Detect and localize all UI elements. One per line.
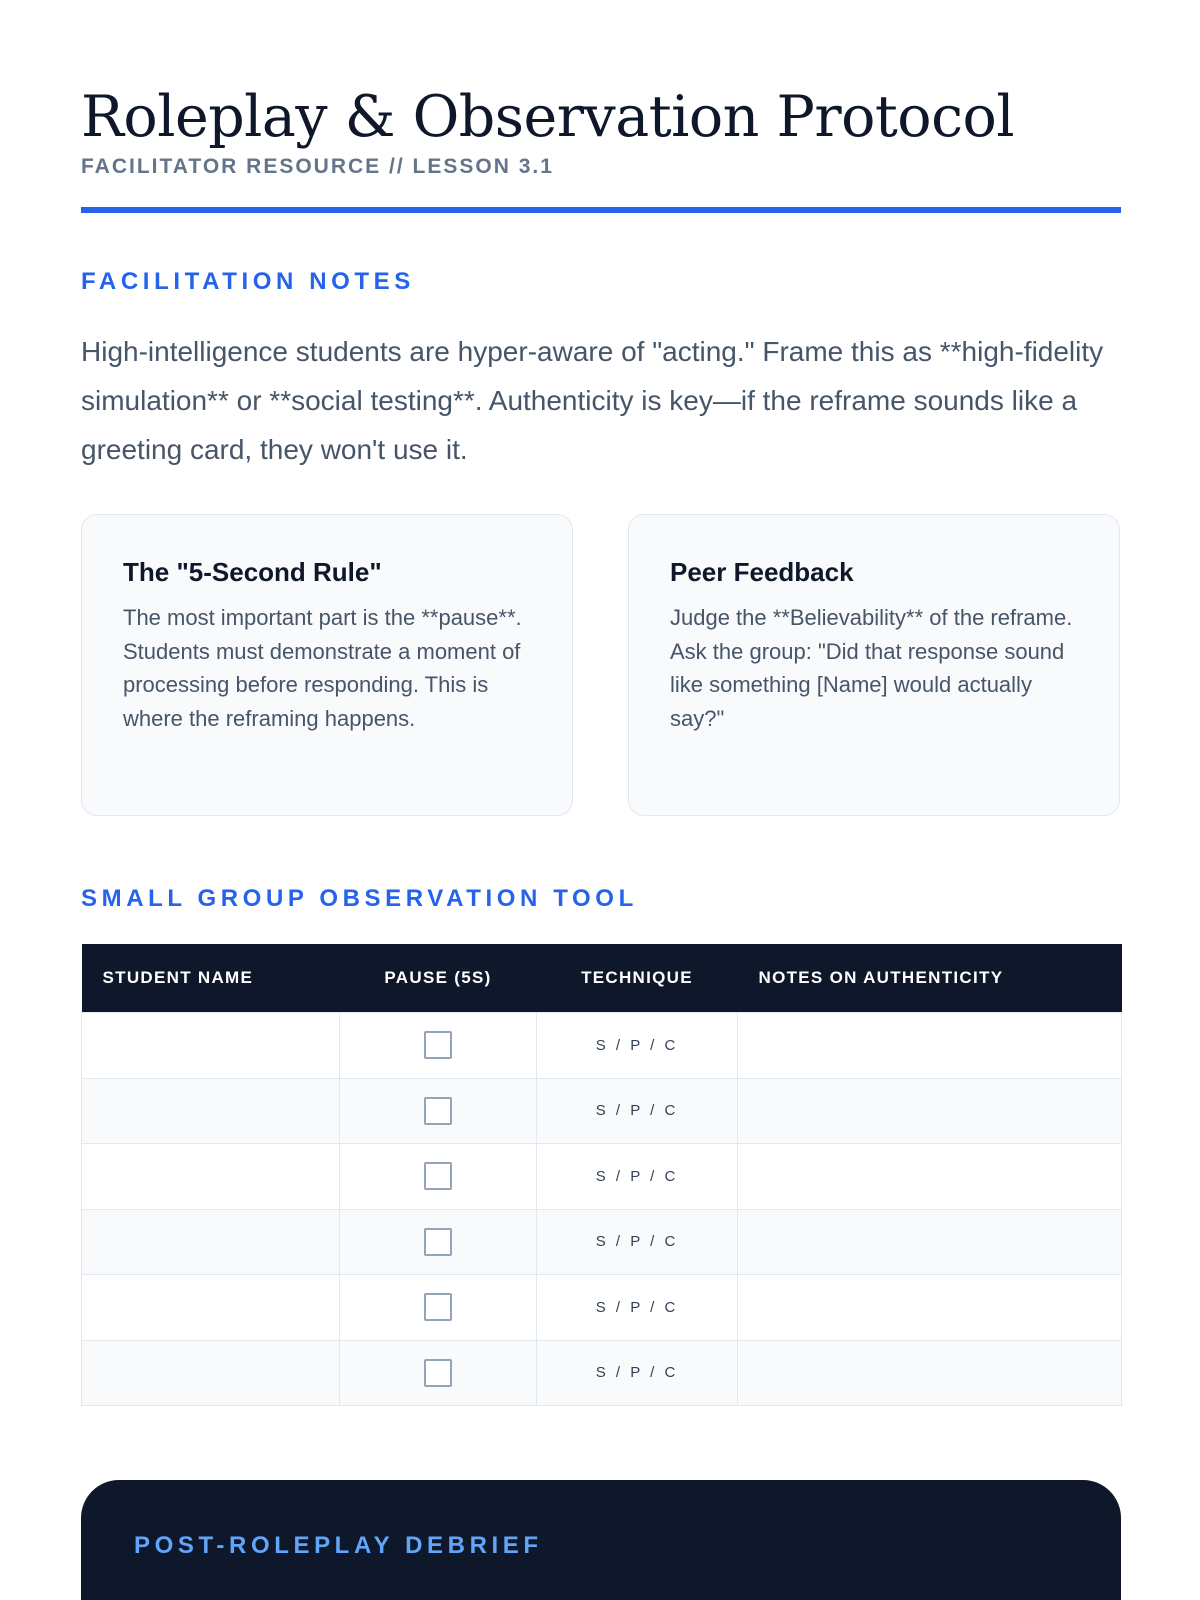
card-body: The most important part is the **pause**. Students must demonstrate a moment of processing before responding. This is where the reframing happens. (123, 605, 522, 731)
notes-cell[interactable] (738, 1340, 1122, 1406)
technique-cell: S / P / C (537, 1013, 738, 1079)
pause-cell (340, 1275, 537, 1341)
table-header-row (82, 944, 1122, 1013)
five-second-rule-card (81, 514, 573, 816)
pause-checkbox[interactable] (424, 1162, 452, 1190)
card-body: Judge the **Believability** of the reframe. Ask the group: "Did that response sound like something [Name] would actually say?" (670, 605, 1073, 731)
page-title: Roleplay & Observation Protocol (81, 84, 1015, 150)
facilitation-lead-paragraph: High-intelligence students are hyper-aware of "acting." Frame this as **high-fidelity simulation** or **social testing**. Authenticity is key—if the reframe sounds like a greeting card, they won't use it. (81, 336, 1104, 465)
pause-cell (340, 1013, 537, 1079)
column-header-pause: PAUSE (5S) (340, 944, 537, 1013)
notes-cell[interactable] (738, 1144, 1122, 1210)
technique-cell: S / P / C (537, 1209, 738, 1275)
technique-cell: S / P / C (537, 1144, 738, 1210)
table-row (82, 1340, 1122, 1406)
table-row (82, 1078, 1122, 1144)
student-name-cell[interactable] (82, 1340, 340, 1406)
student-name-cell[interactable] (82, 1078, 340, 1144)
pause-checkbox[interactable] (424, 1293, 452, 1321)
table-row (82, 1013, 1122, 1079)
page-subtitle: FACILITATOR RESOURCE // LESSON 3.1 (81, 155, 554, 178)
header-divider (81, 207, 1121, 213)
notes-cell[interactable] (738, 1078, 1122, 1144)
student-name-cell[interactable] (82, 1013, 340, 1079)
pause-cell (340, 1340, 537, 1406)
student-name-cell[interactable] (82, 1209, 340, 1275)
observation-tool-heading: SMALL GROUP OBSERVATION TOOL (81, 885, 638, 912)
peer-feedback-card (628, 514, 1120, 816)
notes-cell[interactable] (738, 1209, 1122, 1275)
pause-cell (340, 1078, 537, 1144)
pause-cell (340, 1209, 537, 1275)
notes-cell[interactable] (738, 1275, 1122, 1341)
debrief-panel (81, 1480, 1121, 1600)
table-row (82, 1144, 1122, 1210)
notes-cell[interactable] (738, 1013, 1122, 1079)
student-name-cell[interactable] (82, 1275, 340, 1341)
observation-table (81, 944, 1122, 1406)
pause-checkbox[interactable] (424, 1359, 452, 1387)
technique-cell: S / P / C (537, 1078, 738, 1144)
column-header-notes: NOTES ON AUTHENTICITY (738, 944, 1122, 1013)
column-header-student-name: STUDENT NAME (82, 944, 340, 1013)
pause-checkbox[interactable] (424, 1097, 452, 1125)
pause-checkbox[interactable] (424, 1228, 452, 1256)
pause-checkbox[interactable] (424, 1031, 452, 1059)
card-title: The "5-Second Rule" (123, 557, 382, 587)
technique-cell: S / P / C (537, 1340, 738, 1406)
card-title: Peer Feedback (670, 557, 854, 587)
table-row (82, 1275, 1122, 1341)
debrief-heading: POST-ROLEPLAY DEBRIEF (134, 1532, 543, 1559)
table-row (82, 1209, 1122, 1275)
student-name-cell[interactable] (82, 1144, 340, 1210)
technique-cell: S / P / C (537, 1275, 738, 1341)
pause-cell (340, 1144, 537, 1210)
facilitation-notes-heading: FACILITATION NOTES (81, 268, 415, 295)
column-header-technique: TECHNIQUE (537, 944, 738, 1013)
